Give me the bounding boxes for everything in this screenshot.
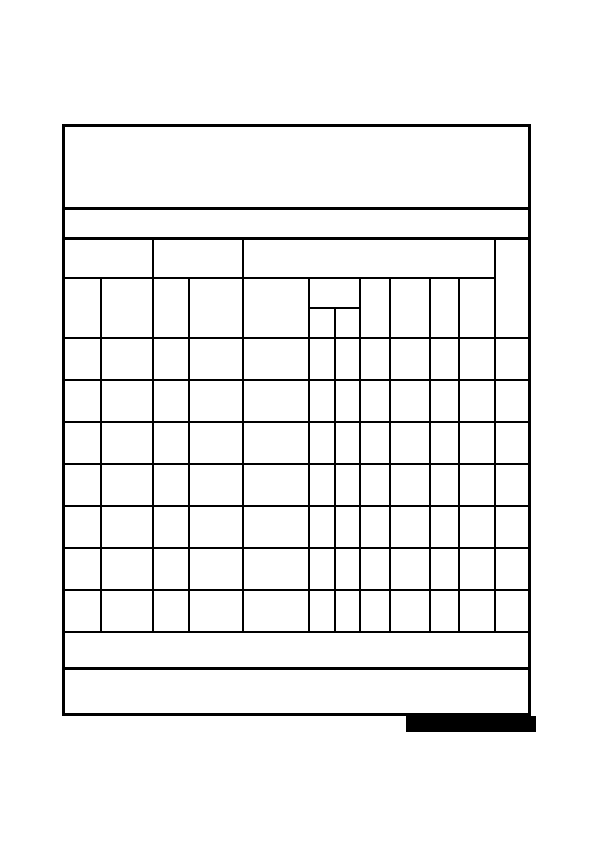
footer-row — [65, 667, 528, 713]
col-header-10 — [459, 278, 495, 338]
table-cell[interactable] — [360, 464, 390, 506]
table-cell[interactable] — [335, 464, 360, 506]
table-cell[interactable] — [153, 380, 189, 422]
table-cell[interactable] — [430, 506, 459, 548]
table-cell[interactable] — [430, 380, 459, 422]
col-header-6a — [309, 308, 335, 338]
table-cell[interactable] — [243, 422, 309, 464]
table-cell[interactable] — [309, 380, 335, 422]
table-cell[interactable] — [309, 464, 335, 506]
table-cell[interactable] — [189, 548, 243, 590]
table-cell[interactable] — [189, 380, 243, 422]
table-cell[interactable] — [459, 422, 495, 464]
table-cell[interactable] — [335, 548, 360, 590]
table-row — [65, 464, 528, 506]
col-header-4 — [189, 278, 243, 338]
table-cell[interactable] — [243, 590, 309, 632]
table-cell[interactable] — [153, 464, 189, 506]
table-cell[interactable] — [153, 590, 189, 632]
table-cell[interactable] — [495, 464, 528, 506]
table-cell[interactable] — [189, 464, 243, 506]
table-cell[interactable] — [430, 548, 459, 590]
table-cell[interactable] — [335, 590, 360, 632]
table-cell[interactable] — [243, 380, 309, 422]
table-cell[interactable] — [101, 590, 153, 632]
group-header-2 — [153, 240, 243, 278]
paper-size-label — [406, 716, 536, 732]
col-header-2 — [101, 278, 153, 338]
table-cell[interactable] — [243, 338, 309, 380]
table-cell[interactable] — [360, 590, 390, 632]
form-frame — [62, 124, 531, 716]
table-cell[interactable] — [189, 422, 243, 464]
table-cell[interactable] — [153, 506, 189, 548]
col-header-6b — [335, 308, 360, 338]
table-cell[interactable] — [65, 380, 101, 422]
table-cell[interactable] — [459, 548, 495, 590]
company-row — [65, 210, 528, 240]
table-cell[interactable] — [65, 506, 101, 548]
table-cell[interactable] — [309, 506, 335, 548]
table-cell[interactable] — [189, 338, 243, 380]
table-cell[interactable] — [430, 590, 459, 632]
table-cell[interactable] — [390, 506, 430, 548]
table-cell[interactable] — [495, 422, 528, 464]
table-cell[interactable] — [335, 380, 360, 422]
col-header-8 — [390, 278, 430, 338]
table-cell[interactable] — [101, 506, 153, 548]
group-header-1 — [65, 240, 153, 278]
table-cell[interactable] — [495, 506, 528, 548]
table-cell[interactable] — [101, 548, 153, 590]
table-cell[interactable] — [495, 590, 528, 632]
table-cell[interactable] — [430, 422, 459, 464]
col-header-5 — [243, 278, 309, 338]
table-cell[interactable] — [65, 548, 101, 590]
table-cell[interactable] — [459, 380, 495, 422]
table-cell[interactable] — [390, 548, 430, 590]
table-cell[interactable] — [360, 506, 390, 548]
table-cell[interactable] — [495, 380, 528, 422]
table-cell[interactable] — [65, 464, 101, 506]
table-row — [65, 590, 528, 632]
remarks-header — [495, 240, 528, 338]
table-cell[interactable] — [189, 590, 243, 632]
table-cell[interactable] — [390, 590, 430, 632]
table-cell[interactable] — [459, 338, 495, 380]
table-cell[interactable] — [430, 338, 459, 380]
table-cell[interactable] — [243, 506, 309, 548]
table-cell[interactable] — [243, 464, 309, 506]
table-cell[interactable] — [101, 422, 153, 464]
table-cell[interactable] — [360, 380, 390, 422]
table-cell[interactable] — [309, 422, 335, 464]
table-cell[interactable] — [101, 380, 153, 422]
table-cell[interactable] — [335, 506, 360, 548]
table-cell[interactable] — [153, 548, 189, 590]
records-table — [65, 240, 528, 633]
table-cell[interactable] — [360, 338, 390, 380]
table-cell[interactable] — [495, 548, 528, 590]
table-cell[interactable] — [459, 590, 495, 632]
table-cell[interactable] — [309, 338, 335, 380]
table-cell[interactable] — [390, 464, 430, 506]
group-header-3 — [243, 240, 495, 278]
table-cell[interactable] — [309, 590, 335, 632]
table-row — [65, 548, 528, 590]
table-row — [65, 422, 528, 464]
table-cell[interactable] — [243, 548, 309, 590]
table-cell[interactable] — [390, 380, 430, 422]
table-cell[interactable] — [309, 548, 335, 590]
table-cell[interactable] — [101, 338, 153, 380]
title-block — [65, 127, 528, 210]
table-cell[interactable] — [65, 590, 101, 632]
col-group-header-6 — [309, 278, 360, 308]
table-cell[interactable] — [189, 506, 243, 548]
table-cell[interactable] — [390, 422, 430, 464]
table-cell[interactable] — [65, 338, 101, 380]
col-header-1 — [65, 278, 101, 338]
table-cell[interactable] — [459, 464, 495, 506]
col-header-3 — [153, 278, 189, 338]
table-cell[interactable] — [153, 422, 189, 464]
table-cell[interactable] — [65, 422, 101, 464]
table-cell[interactable] — [495, 338, 528, 380]
col-header-9 — [430, 278, 459, 338]
table-row — [65, 338, 528, 380]
table-cell[interactable] — [459, 506, 495, 548]
table-cell[interactable] — [153, 338, 189, 380]
table-row — [65, 380, 528, 422]
table-cell[interactable] — [335, 338, 360, 380]
table-row — [65, 506, 528, 548]
table-cell[interactable] — [101, 464, 153, 506]
table-cell[interactable] — [430, 464, 459, 506]
table-cell[interactable] — [390, 338, 430, 380]
table-cell[interactable] — [360, 422, 390, 464]
table-cell[interactable] — [335, 422, 360, 464]
table-cell[interactable] — [360, 548, 390, 590]
col-header-7 — [360, 278, 390, 338]
